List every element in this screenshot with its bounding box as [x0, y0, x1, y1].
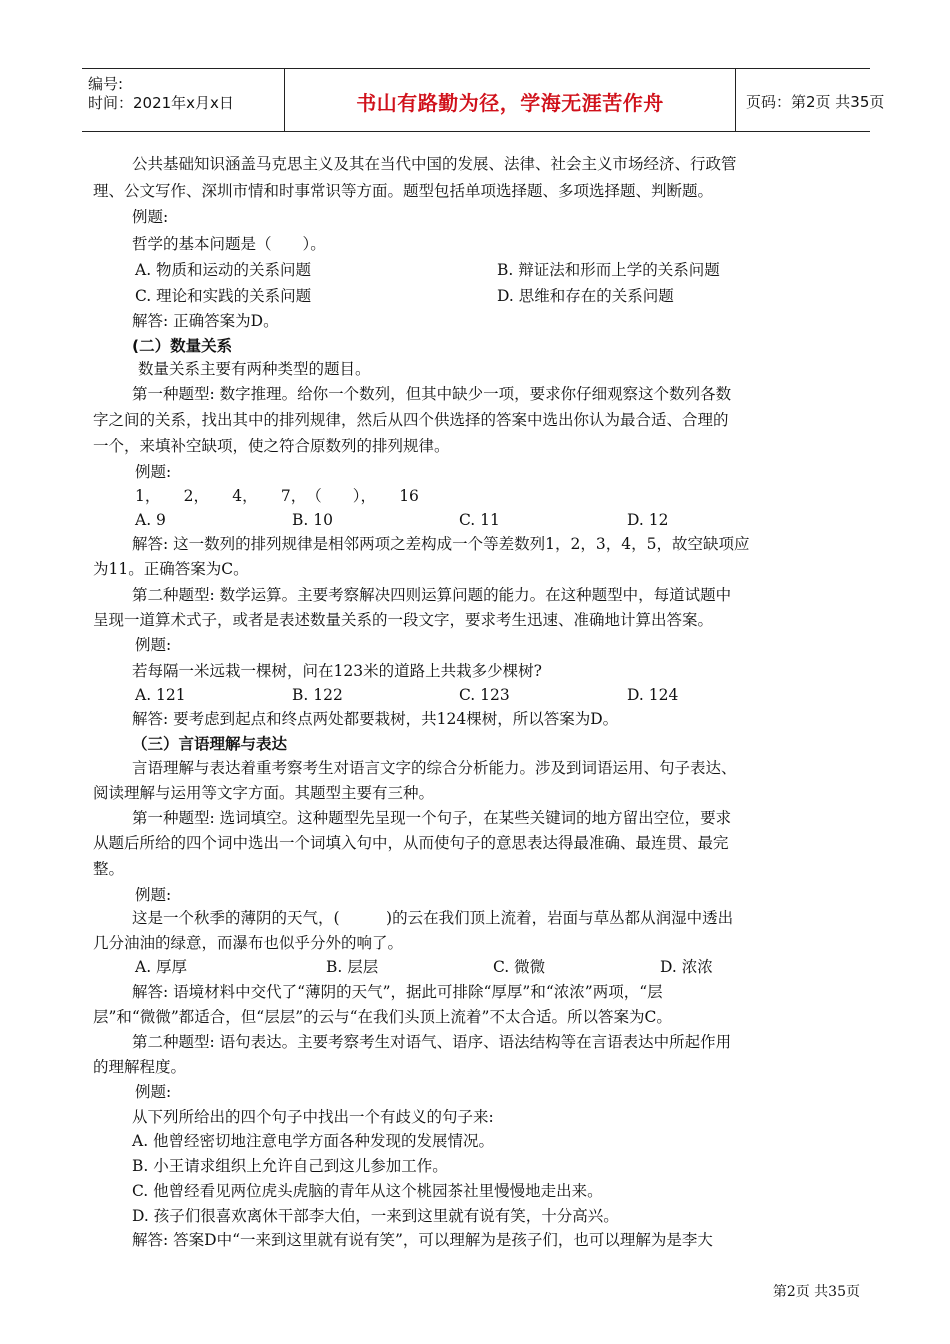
body-line: A. 厚厚	[135, 958, 188, 976]
body-line: C. 理论和实践的关系问题	[135, 287, 312, 305]
body-line: 理、公文写作、深圳市情和时事常识等方面。题型包括单项选择题、多项选择题、判断题。	[93, 182, 714, 200]
body-line: C. 他曾经看见两位虎头虎脑的青年从这个桃园茶社里慢慢地走出来。	[132, 1182, 603, 1200]
body-line: 整。	[93, 860, 125, 878]
body-line: 的理解程度。	[93, 1058, 187, 1076]
body-line: 第二种题型: 数学运算。主要考察解决四则运算问题的能力。在这种题型中，每道试题中	[132, 586, 732, 604]
body-line: 解答: 正确答案为D。	[132, 312, 279, 330]
body-line: D. 孩子们很喜欢离休干部李大伯，一来到这里就有说有笑，十分高兴。	[132, 1207, 619, 1225]
body-line: 呈现一道算术式子，或者是表述数量关系的一段文字，要求考生迅速、准确地计算出答案。	[93, 611, 714, 629]
body-line: 例题:	[135, 636, 172, 654]
header-motto: 书山有路勤为径，学海无涯苦作舟	[356, 91, 664, 115]
body-line: 解答: 答案D中“一来到这里就有说有笑”，可以理解为是孩子们，也可以理解为是李大	[132, 1231, 713, 1249]
body-line: 一个，来填补空缺项，使之符合原数列的排列规律。	[93, 437, 450, 455]
body-line: 解答: 要考虑到起点和终点两处都要栽树，共124棵树，所以答案为D。	[132, 710, 619, 728]
document-time-label: 时间：2021年x月x日	[88, 94, 234, 112]
body-line: B. 10	[292, 511, 333, 529]
body-line: 第二种题型: 语句表达。主要考察考生对语气、语序、语法结构等在言语表达中所起作用	[132, 1033, 732, 1051]
body-line: A. 121	[135, 686, 186, 704]
body-line: 为11。正确答案为C。	[93, 560, 249, 578]
body-line: A. 9	[135, 511, 166, 529]
body-line: 这是一个秋季的薄阴的天气，( )的云在我们顶上流着，岩面与草丛都从润湿中透出	[132, 909, 734, 927]
body-line: 层”和“微微”都适合，但“层层”的云与“在我们头顶上流着”不太合适。所以答案为C。	[93, 1008, 672, 1026]
body-line: 例题:	[135, 463, 172, 481]
body-line: 几分油油的绿意，而瀑布也似乎分外的响了。	[93, 934, 404, 952]
body-line: D. 124	[627, 686, 679, 704]
body-line: 从题后所给的四个词中选出一个词填入句中，从而使句子的意思表达得最准确、最连贯、最完	[93, 834, 729, 852]
body-line: B. 层层	[326, 958, 379, 976]
body-line: 例题:	[135, 886, 172, 904]
body-line: D. 12	[627, 511, 669, 529]
header-info-cell	[82, 69, 285, 131]
header-page-cell	[736, 69, 885, 131]
body-line: C. 微微	[493, 958, 546, 976]
body-line: 公共基础知识涵盖马克思主义及其在当代中国的发展、法律、社会主义市场经济、行政管	[132, 155, 737, 173]
body-line: D. 浓浓	[660, 958, 713, 976]
footer-page-number: 第2页 共35页	[772, 1284, 860, 1300]
body-line: 若每隔一米远栽一棵树，问在123米的道路上共栽多少棵树?	[132, 662, 542, 680]
document-number-label: 编号:	[88, 75, 124, 93]
body-line: B. 辩证法和形而上学的关系问题	[497, 261, 720, 279]
body-line: A. 他曾经密切地注意电学方面各种发现的发展情况。	[132, 1132, 495, 1150]
section-heading: (二）数量关系	[132, 337, 233, 355]
body-line: D. 思维和存在的关系问题	[497, 287, 674, 305]
body-line: 数量关系主要有两种类型的题目。	[138, 360, 371, 378]
body-line: 第一种题型: 选词填空。这种题型先呈现一个句子，在某些关键词的地方留出空位，要求	[132, 809, 732, 827]
body-line: 1， 2， 4， 7， （ ）， 16	[135, 487, 419, 505]
body-line: 从下列所给出的四个句子中找出一个有歧义的句子来:	[132, 1108, 494, 1126]
body-line: B. 小王请求组织上允许自己到这儿参加工作。	[132, 1157, 448, 1175]
header-page-number: 页码：第2页 共35页	[746, 93, 885, 111]
section-heading: （三）言语理解与表达	[132, 735, 288, 753]
page-header	[82, 68, 885, 132]
body-line: 例题:	[135, 1083, 172, 1101]
body-line: C. 123	[459, 686, 510, 704]
body-line: 哲学的基本问题是（ ）。	[132, 235, 326, 253]
body-line: 字之间的关系，找出其中的排列规律，然后从四个供选择的答案中选出你认为最合适、合理的	[93, 411, 729, 429]
body-line: A. 物质和运动的关系问题	[135, 261, 312, 279]
body-line: 第一种题型: 数字推理。给你一个数列，但其中缺少一项，要求你仔细观察这个数列各数	[132, 385, 732, 403]
header-motto-cell	[285, 69, 736, 131]
body-line: 例题:	[132, 208, 169, 226]
body-line: B. 122	[292, 686, 343, 704]
body-line: 阅读理解与运用等文字方面。其题型主要有三种。	[93, 784, 435, 802]
body-line: 解答: 这一数列的排列规律是相邻两项之差构成一个等差数列1，2，3，4，5，故空缺项应	[132, 535, 750, 553]
body-line: C. 11	[459, 511, 500, 529]
body-line: 解答: 语境材料中交代了“薄阴的天气”，据此可排除“厚厚”和“浓浓”两项，“层	[132, 983, 663, 1001]
body-line: 言语理解与表达着重考察考生对语言文字的综合分析能力。涉及到词语运用、句子表达、	[132, 759, 737, 777]
